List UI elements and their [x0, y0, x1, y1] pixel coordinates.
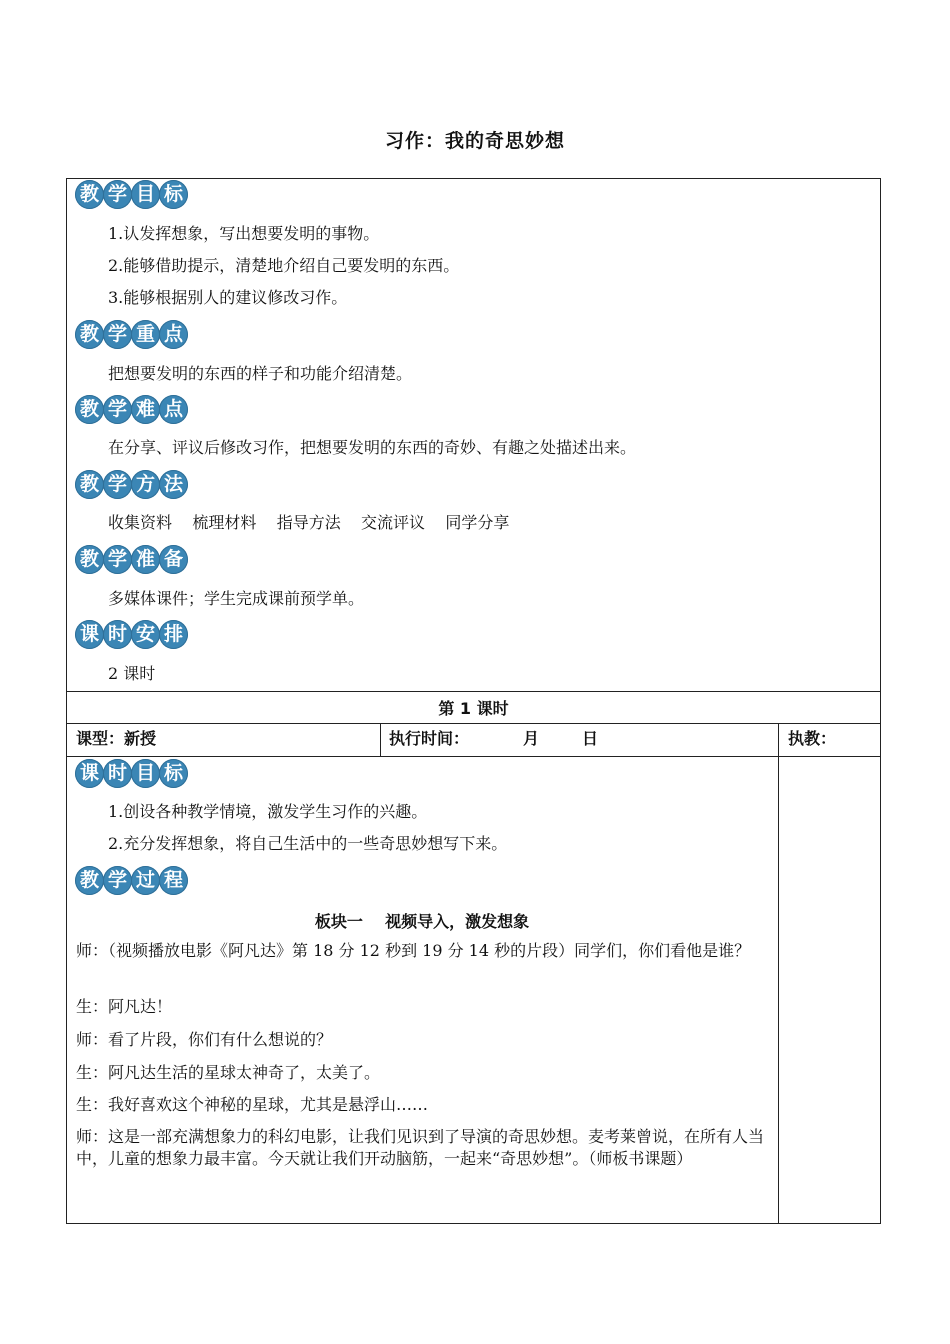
heading-teaching-goals: [75, 180, 188, 210]
dialogue-line: 生：阿凡达生活的星球太神奇了，太美了。: [76, 1063, 381, 1082]
heading-char: 学: [103, 866, 132, 895]
dialogue-line: 生：阿凡达！: [76, 997, 173, 1016]
heading-teaching-process: [75, 866, 188, 896]
heading-char: 教: [75, 470, 104, 499]
heading-char: 课: [75, 759, 104, 788]
heading-char: 排: [159, 620, 188, 649]
heading-char: 过: [131, 866, 160, 895]
execution-day: 日: [582, 729, 599, 748]
heading-char: 教: [75, 395, 104, 424]
heading-char: 学: [103, 545, 132, 574]
heading-char: 点: [159, 395, 188, 424]
heading-teaching-methods: [75, 470, 188, 500]
lesson-goal-line: 2.充分发挥想象，将自己生活中的一些奇思妙想写下来。: [108, 834, 508, 853]
heading-char: 学: [103, 180, 132, 209]
heading-char: 目: [131, 180, 160, 209]
row-divider: [66, 723, 881, 724]
teacher-label: 执教：: [788, 729, 837, 748]
heading-char: 难: [131, 395, 160, 424]
heading-char: 点: [159, 320, 188, 349]
block-title: 板块一 视频导入，激发想象: [314, 912, 530, 931]
heading-char: 教: [75, 320, 104, 349]
document-title: 习作：我的奇思妙想: [384, 130, 565, 152]
goal-line: 1.认发挥想象，写出想要发明的事物。: [108, 224, 380, 243]
dialogue-line: 师：这是一部充满想象力的科幻电影，让我们见识到了导演的奇思妙想。麦考莱曾说，在所有人当中，儿童的想象力最丰富。今天就让我们开动脑筋，一起来“奇思妙想”。（师板书课题）: [76, 1127, 765, 1168]
dialogue-line: 生：我好喜欢这个神秘的星球，尤其是悬浮山……: [76, 1095, 429, 1114]
row-divider: [66, 756, 881, 757]
column-divider: [778, 723, 779, 1224]
heading-char: 法: [159, 470, 188, 499]
heading-char: 学: [103, 320, 132, 349]
heading-char: 安: [131, 620, 160, 649]
heading-char: 课: [75, 620, 104, 649]
goal-line: 3.能够根据别人的建议修改习作。: [108, 288, 348, 307]
heading-char: 备: [159, 545, 188, 574]
dialogue-line: 师：（视频播放电影《阿凡达》第 18 分 12 秒到 19 分 14 秒的片段）同学们，你们看他是谁？: [76, 941, 751, 960]
heading-char: 目: [131, 759, 160, 788]
heading-char: 教: [75, 180, 104, 209]
heading-char: 时: [103, 620, 132, 649]
heading-teaching-preparation: [75, 545, 188, 575]
execution-month: 月: [523, 729, 540, 748]
column-divider: [380, 723, 381, 756]
lesson-number: 第 1 课时: [438, 699, 509, 718]
heading-teaching-difficulty: [75, 395, 188, 425]
difficulty-line: 在分享、评议后修改习作，把想要发明的东西的奇妙、有趣之处描述出来。: [108, 438, 637, 457]
methods-line: 收集资料 梳理材料 指导方法 交流评议 同学分享: [108, 513, 510, 532]
preparation-line: 多媒体课件；学生完成课前预学单。: [108, 589, 365, 608]
lesson-type: 课型：新授: [76, 729, 157, 748]
heading-char: 教: [75, 866, 104, 895]
heading-char: 方: [131, 470, 160, 499]
focus-line: 把想要发明的东西的样子和功能介绍清楚。: [108, 364, 413, 383]
heading-char: 教: [75, 545, 104, 574]
heading-lesson-goals: [75, 759, 188, 789]
heading-char: 时: [103, 759, 132, 788]
heading-char: 程: [159, 866, 188, 895]
heading-char: 学: [103, 395, 132, 424]
heading-char: 标: [159, 180, 188, 209]
heading-char: 准: [131, 545, 160, 574]
execution-time-label: 执行时间：: [389, 729, 470, 748]
heading-class-schedule: [75, 620, 188, 650]
goal-line: 2.能够借助提示，清楚地介绍自己要发明的东西。: [108, 256, 460, 275]
heading-char: 学: [103, 470, 132, 499]
lesson-goal-line: 1.创设各种教学情境，激发学生习作的兴趣。: [108, 802, 428, 821]
heading-char: 重: [131, 320, 160, 349]
heading-char: 标: [159, 759, 188, 788]
dialogue-line: 师：看了片段，你们有什么想说的？: [76, 1030, 333, 1049]
schedule-line: 2 课时: [108, 664, 156, 683]
heading-teaching-focus: [75, 320, 188, 350]
row-divider: [66, 691, 881, 692]
